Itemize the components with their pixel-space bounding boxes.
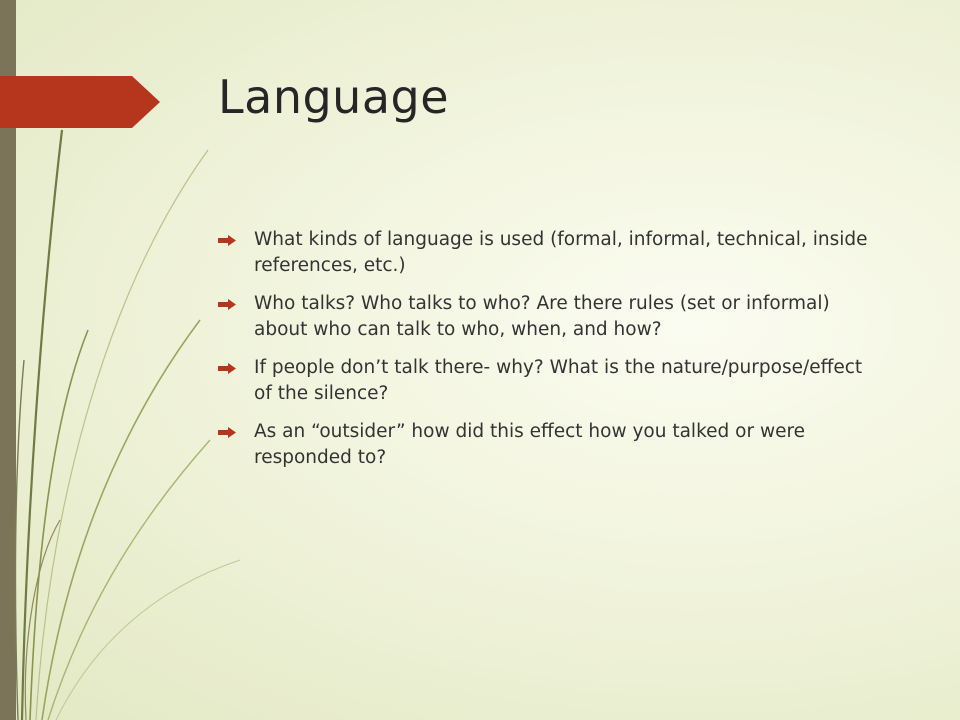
arrow-bullet-icon [218, 235, 236, 246]
bullet-item [218, 291, 878, 343]
title-accent-shape [0, 76, 160, 128]
title-accent-tab [0, 76, 160, 128]
bullet-item [218, 227, 878, 279]
arrow-bullet-icon [218, 363, 236, 374]
arrow-bullet-icon [218, 427, 236, 438]
bullet-text: As an “outsider” how did this effect how you talked or were responded to? [254, 421, 806, 468]
bullet-text: If people don’t talk there- why? What is the nature/purpose/effect of the silence? [254, 357, 863, 404]
bullet-item [218, 355, 878, 407]
arrow-bullet-icon [218, 299, 236, 310]
bullet-text: What kinds of language is used (formal, informal, technical, inside references, etc.) [254, 229, 868, 276]
bullet-item [218, 419, 878, 471]
bullet-text: Who talks? Who talks to who? Are there rules (set or informal) about who can talk to who, when, and how? [254, 293, 830, 340]
bullet-list [218, 227, 878, 483]
slide-title: Language [218, 70, 450, 124]
